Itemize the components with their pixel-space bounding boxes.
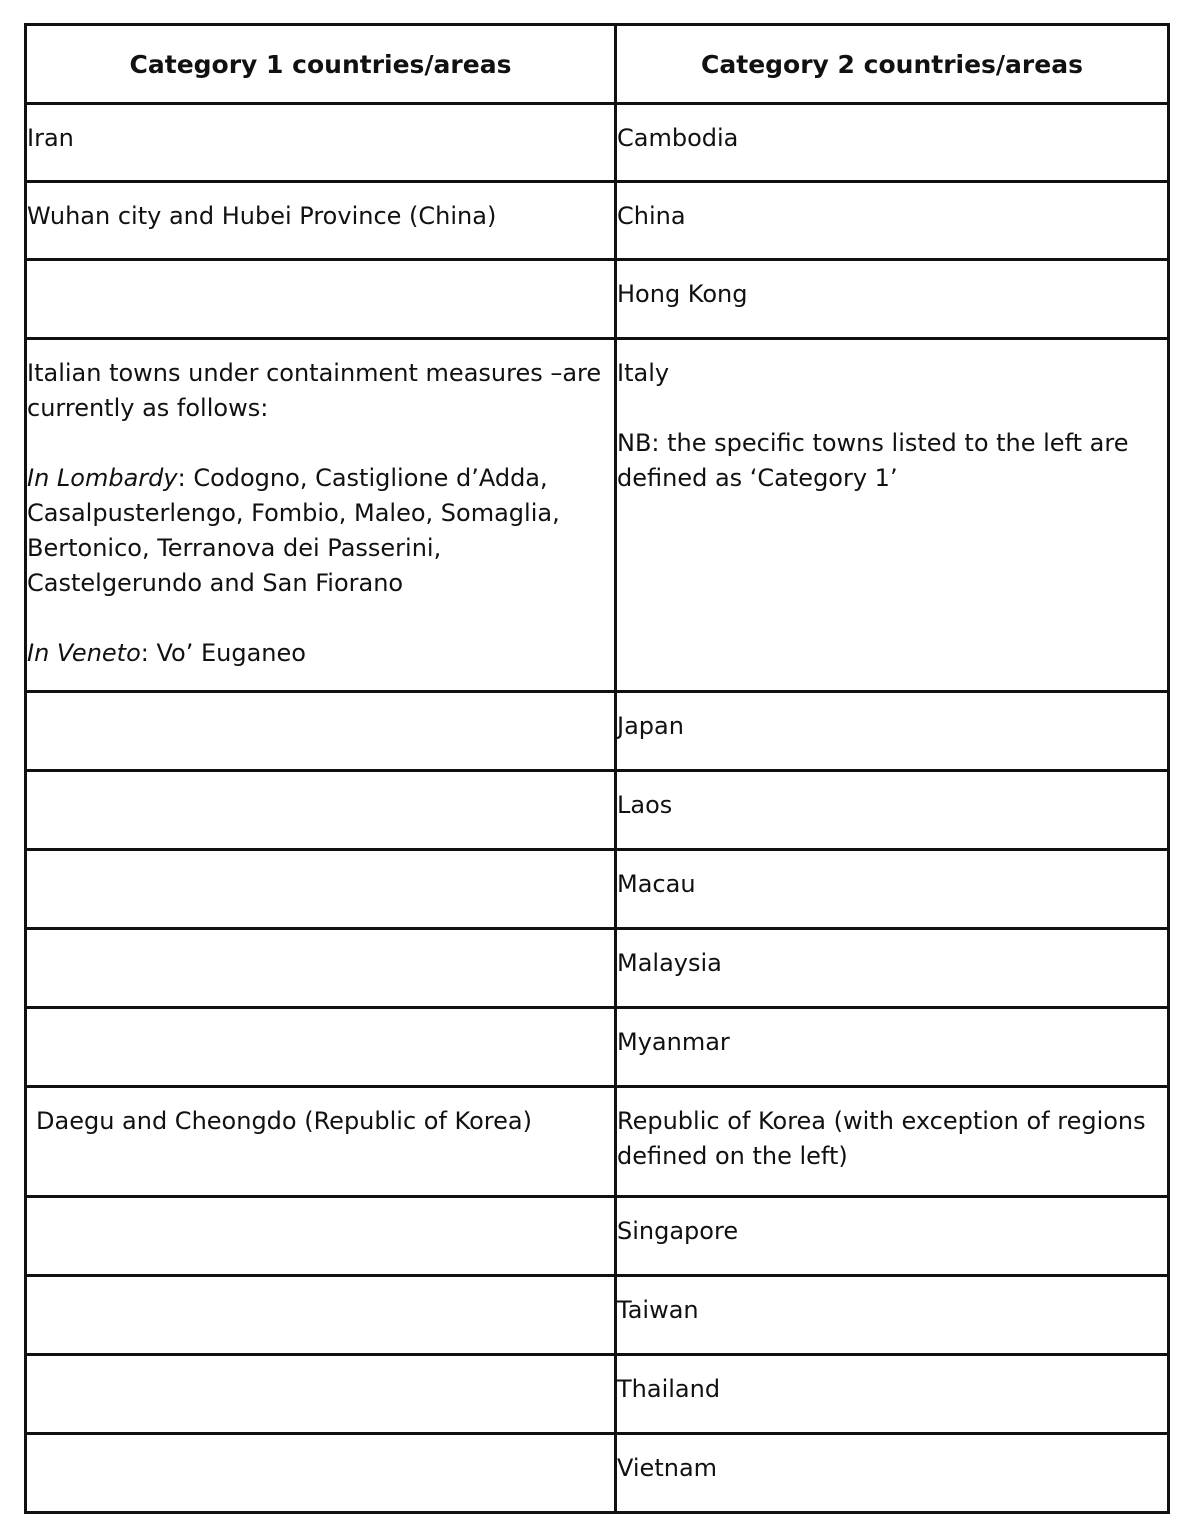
veneto-paragraph — [27, 636, 614, 671]
category-2-cell — [616, 1355, 1169, 1434]
table-row — [26, 260, 1169, 339]
category-2-cell — [616, 1434, 1169, 1513]
table-row — [26, 771, 1169, 850]
category-1-cell — [26, 1087, 616, 1197]
category-2-cell — [616, 339, 1169, 692]
cell-text — [27, 693, 614, 709]
veneto-towns: : Vo’ Euganeo — [140, 639, 306, 667]
category-1-cell — [26, 1355, 616, 1434]
category-1-cell — [26, 850, 616, 929]
category-2-cell — [616, 1087, 1169, 1197]
table-row-italy — [26, 339, 1169, 692]
italy-intro-text: Italian towns under containment measures –are currently as follows: — [27, 359, 602, 422]
italy-towns-block — [27, 340, 614, 671]
cell-text — [27, 851, 614, 867]
cell-text — [27, 772, 614, 788]
table-row — [26, 692, 1169, 771]
table-row — [26, 1276, 1169, 1355]
header-row — [26, 25, 1169, 104]
category-2-cell — [616, 929, 1169, 1008]
category-1-cell — [26, 104, 616, 182]
cell-text: Thailand — [617, 1375, 721, 1403]
table-row — [26, 104, 1169, 182]
category-2-cell — [616, 771, 1169, 850]
cell-text: Macau — [617, 870, 696, 898]
category-1-cell — [26, 339, 616, 692]
lombardy-towns: : Codogno, Castiglione d’Adda, Casalpusterlengo, Fombio, Maleo, Somaglia, Bertonico, Terranova dei Passerini, Castelgerundo and San Fiorano — [27, 464, 560, 597]
cell-text: Vietnam — [617, 1454, 718, 1482]
table-row — [26, 1355, 1169, 1434]
cell-text: Japan — [617, 712, 684, 740]
cell-text: Republic of Korea (with exception of regions defined on the left) — [617, 1107, 1146, 1170]
cell-text: Cambodia — [617, 124, 739, 152]
header-category-1: Category 1 countries/areas — [26, 25, 616, 104]
cell-text: Myanmar — [617, 1028, 730, 1056]
category-table — [24, 23, 1170, 1514]
table-row — [26, 1434, 1169, 1513]
cell-text: Daegu and Cheongdo (Republic of Korea) — [36, 1107, 532, 1135]
header-category-2: Category 2 countries/areas — [616, 25, 1169, 104]
category-2-cell — [616, 182, 1169, 260]
italy-country-block — [617, 340, 1167, 496]
table-row — [26, 1008, 1169, 1087]
cell-text: Malaysia — [617, 949, 722, 977]
cell-text — [27, 1009, 614, 1025]
cell-text — [27, 1277, 614, 1293]
category-1-cell — [26, 1008, 616, 1087]
category-2-cell — [616, 260, 1169, 339]
veneto-label: In Veneto — [27, 639, 141, 667]
cell-text — [27, 261, 614, 277]
cell-text — [27, 1435, 614, 1451]
category-2-cell — [616, 850, 1169, 929]
cell-text: Iran — [27, 124, 74, 152]
italy-country-text: Italy — [617, 359, 670, 387]
cell-text: Taiwan — [617, 1296, 699, 1324]
cell-text — [27, 930, 614, 946]
table-row — [26, 929, 1169, 1008]
category-1-cell — [26, 929, 616, 1008]
category-1-cell — [26, 1434, 616, 1513]
table-row — [26, 182, 1169, 260]
category-2-cell — [616, 692, 1169, 771]
cell-text: Laos — [617, 791, 673, 819]
lombardy-label: In Lombardy — [27, 464, 178, 492]
cell-text: Wuhan city and Hubei Province (China) — [27, 202, 497, 230]
document-page — [24, 23, 1167, 1514]
cell-text — [27, 1356, 614, 1372]
table-row-korea — [26, 1087, 1169, 1197]
category-2-cell — [616, 1008, 1169, 1087]
category-1-cell — [26, 771, 616, 850]
category-1-cell — [26, 1276, 616, 1355]
lombardy-paragraph — [27, 461, 614, 601]
category-1-cell — [26, 182, 616, 260]
category-2-cell — [616, 1197, 1169, 1276]
table-row — [26, 850, 1169, 929]
category-2-cell — [616, 104, 1169, 182]
category-2-cell — [616, 1276, 1169, 1355]
table-row — [26, 1197, 1169, 1276]
italy-note-text: NB: the specific towns listed to the left are defined as ‘Category 1’ — [617, 429, 1129, 492]
cell-text: Singapore — [617, 1217, 739, 1245]
cell-text: Hong Kong — [617, 280, 748, 308]
cell-text: China — [617, 202, 686, 230]
cell-text — [27, 1198, 614, 1214]
category-1-cell — [26, 692, 616, 771]
category-1-cell — [26, 1197, 616, 1276]
category-1-cell — [26, 260, 616, 339]
